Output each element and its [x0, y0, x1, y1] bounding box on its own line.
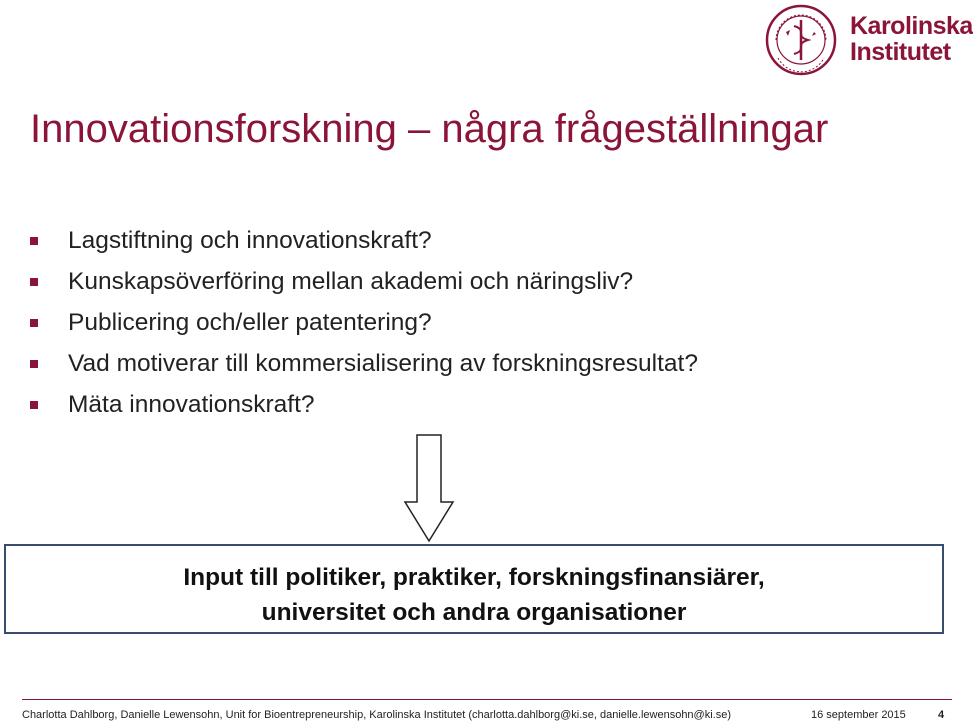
square-bullet-icon	[30, 319, 38, 327]
bullet-item	[30, 224, 698, 265]
square-bullet-icon	[30, 360, 38, 368]
square-bullet-icon	[30, 278, 38, 286]
bullet-item	[30, 306, 698, 347]
logo-name-line1: Karolinska	[850, 12, 973, 40]
bullet-list	[30, 224, 698, 429]
conclusion-line-1: Input till politiker, praktiker, forskningsfinansiärer,	[183, 564, 765, 591]
slide-title: Innovationsforskning – några frågeställningar	[30, 107, 829, 151]
conclusion-line-2: universitet och andra organisationer	[261, 599, 687, 626]
footer-divider	[22, 699, 952, 700]
logo-name-line2: Institutet	[850, 38, 951, 66]
bullet-item	[30, 265, 698, 306]
page-number: 4	[938, 709, 945, 721]
bullet-text: Lagstiftning och innovationskraft?	[68, 227, 432, 254]
bullet-text: Publicering och/eller patentering?	[68, 309, 432, 336]
square-bullet-icon	[30, 401, 38, 409]
conclusion-box	[4, 544, 944, 634]
bullet-text: Mäta innovationskraft?	[68, 391, 315, 418]
footer-date: 16 september 2015	[811, 709, 906, 721]
conclusion-text	[6, 560, 942, 630]
bullet-item	[30, 347, 698, 388]
footer-authors: Charlotta Dahlborg, Danielle Lewensohn, Unit for Bioentrepreneurship, Karolinska Institutet (charlotta.dahlborg@ki.se, danielle.lewensohn@ki.se)	[22, 709, 731, 721]
square-bullet-icon	[30, 237, 38, 245]
bullet-item	[30, 388, 698, 429]
bullet-text: Vad motiverar till kommersialisering av forskningsresultat?	[68, 350, 698, 377]
bullet-text: Kunskapsöverföring mellan akademi och näringsliv?	[68, 268, 634, 295]
down-arrow-icon	[404, 434, 454, 542]
